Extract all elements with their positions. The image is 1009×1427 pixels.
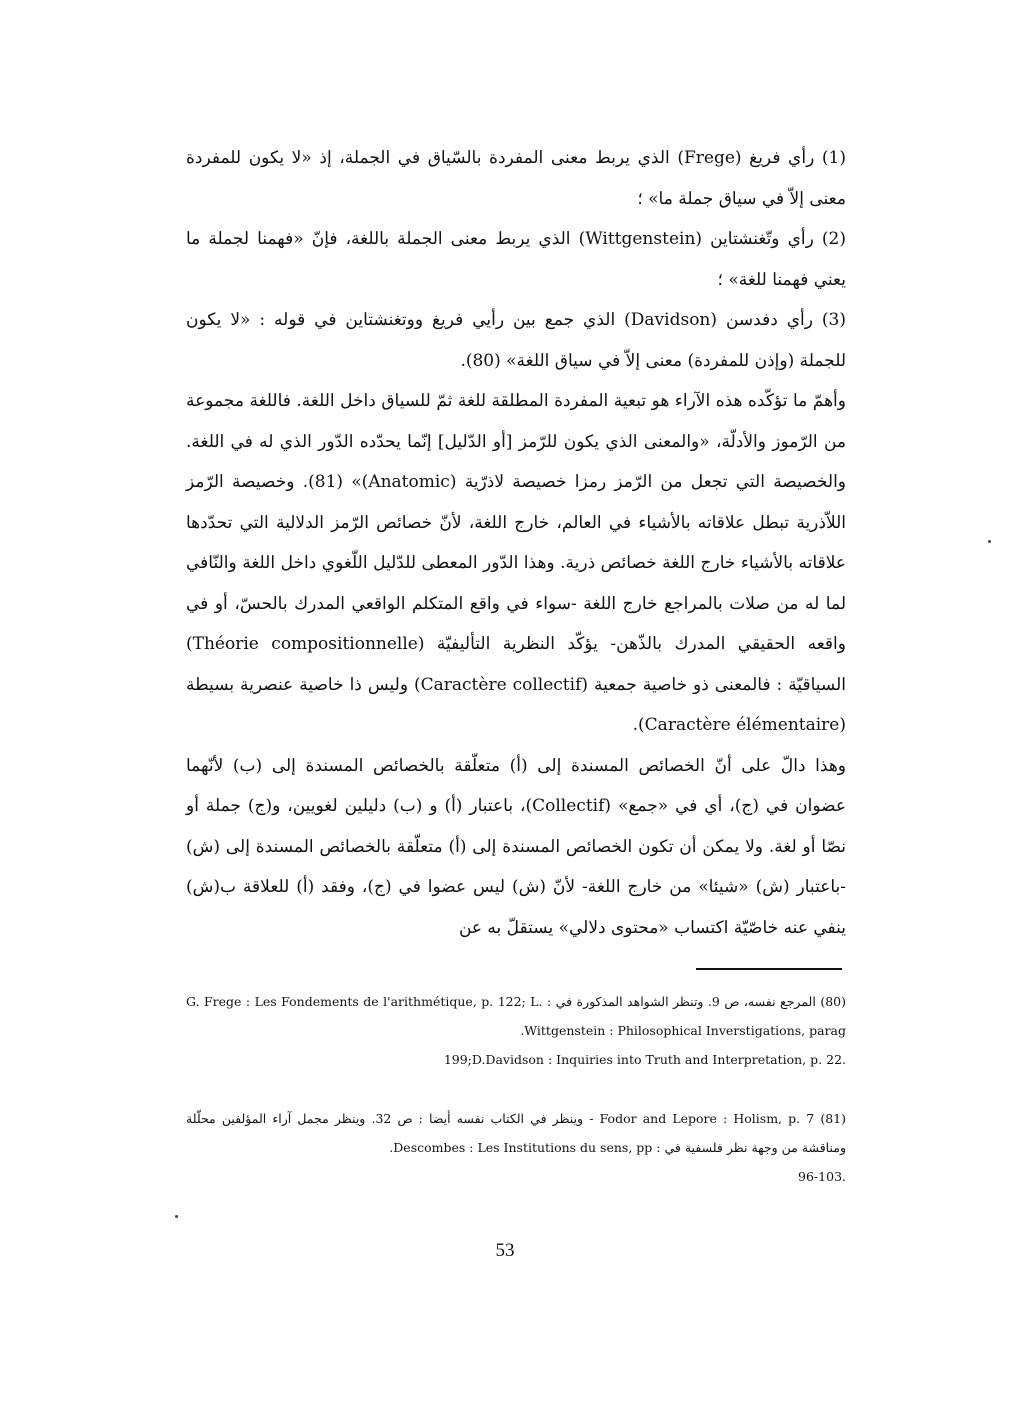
quote-paragraph-wittgenstein: (2) رأي وتّغنشتاين (Wittgenstein) الذي يربط معنى الجملة باللغة، فإنّ «فهمنا لجملة ما يعني فهمنا للغة» ؛ — [186, 229, 846, 290]
footnote-81 — [186, 1104, 846, 1191]
footnote-marker: (81) — [820, 1111, 846, 1126]
quote-paragraph-frege: (1) رأي فريغ (Frege) الذي يربط معنى المفردة بالسّياق في الجملة، إذ «لا يكون للمفردة معنى إلاّ في سياق جملة ما» ؛ — [186, 148, 846, 209]
quote-paragraph-davidson: (3) رأي دفدسن (Davidson) الذي جمع بين رأيي فريغ ووتغنشتاين في قوله : «لا يكون للجملة (وإذن للمفردة) معنى إلاّ في سياق اللغة» (80). — [186, 310, 846, 371]
footnote-continuation: 96-103. — [798, 1169, 846, 1184]
scan-speck — [988, 540, 991, 543]
paragraph-collective: وهذا دالّ على أنّ الخصائص المسندة إلى (أ) متعلّقة بالخصائص المسندة إلى (ب) لأنّهما عضوان في (ج)، أي في «جمع» (Collectif)، باعتبار (أ) و (ب) دليلين لغويين، و(ج) جملة أو نصّا أو لغة. ولا يمكن أن تكون الخصائص المسندة إلى (أ) متعلّقة بالخصائص المسندة إلى (ش) -باعتبار (ش) «شيئا» من خارج اللغة- لأنّ (ش) ليس عضوا في (ج)، وفقد (أ) للعلاقة ب(ش) ينفي عنه خاصّيّة اكتساب «محتوى دلالي» يستقلّ به عن — [186, 755, 846, 938]
footnote-text: Fodor and Lepore : Holism, p. 7 - وينظر في الكتاب نفسه أيضا : ص 32. وينظر مجمل آراء المؤلفين محلّلة ومناقشة من وجهة نظر فلسفية في : Descombes : Les Institutions du sens, pp. — [186, 1111, 846, 1155]
footnote-separator — [696, 968, 842, 970]
footnote-marker: (80) — [820, 994, 846, 1009]
page-number: 53 — [495, 1240, 515, 1261]
body-text — [186, 138, 846, 948]
footnote-continuation: 199;D.Davidson : Inquiries into Truth and Interpretation, p. 22. — [443, 1052, 846, 1067]
footnote-text: المرجع نفسه، ص 9. وتنظر الشواهد المذكورة في : G. Frege : Les Fondements de l'arithmétique, p. 122; L. Wittgenstein : Philosophical Inverstigations, parag. — [186, 994, 846, 1038]
scan-speck — [175, 1215, 178, 1218]
paragraph-context: وأهمّ ما تؤكّده هذه الآراء هو تبعية المفردة المطلقة للغة ثمّ للسياق داخل اللغة. فاللغة مجموعة من الرّموز والأدلّة، «والمعنى الذي يكون للرّمز [أو الدّليل] إنّما يحدّده الدّور الذي له في اللغة. والخصيصة التي تجعل من الرّمز رمزا خصيصة لاذرّية (Anatomic)» (81). وخصيصة الرّمز اللاّذرية تبطل علاقاته بالأشياء في العالم، خارج اللغة، لأنّ خصائص الرّمز الدلالية التي تحدّدها علاقاته بالأشياء خارج اللغة خصائص ذرية. وهذا الدّور المعطى للدّليل اللّغوي داخل اللغة والنّافي لما له من صلات بالمراجع خارج اللغة -سواء في واقع المتكلم الواقعي المدرك بالحسّ، أو في واقعه الحقيقي المدرك بالذّهن- يؤكّد النظرية التأليفيّة (Théorie compositionnelle) السياقيّة : فالمعنى ذو خاصية جمعية (Caractère collectif) وليس ذا خاصية عنصرية بسيطة (Caractère élémentaire). — [186, 391, 847, 735]
footnote-80 — [186, 987, 846, 1074]
